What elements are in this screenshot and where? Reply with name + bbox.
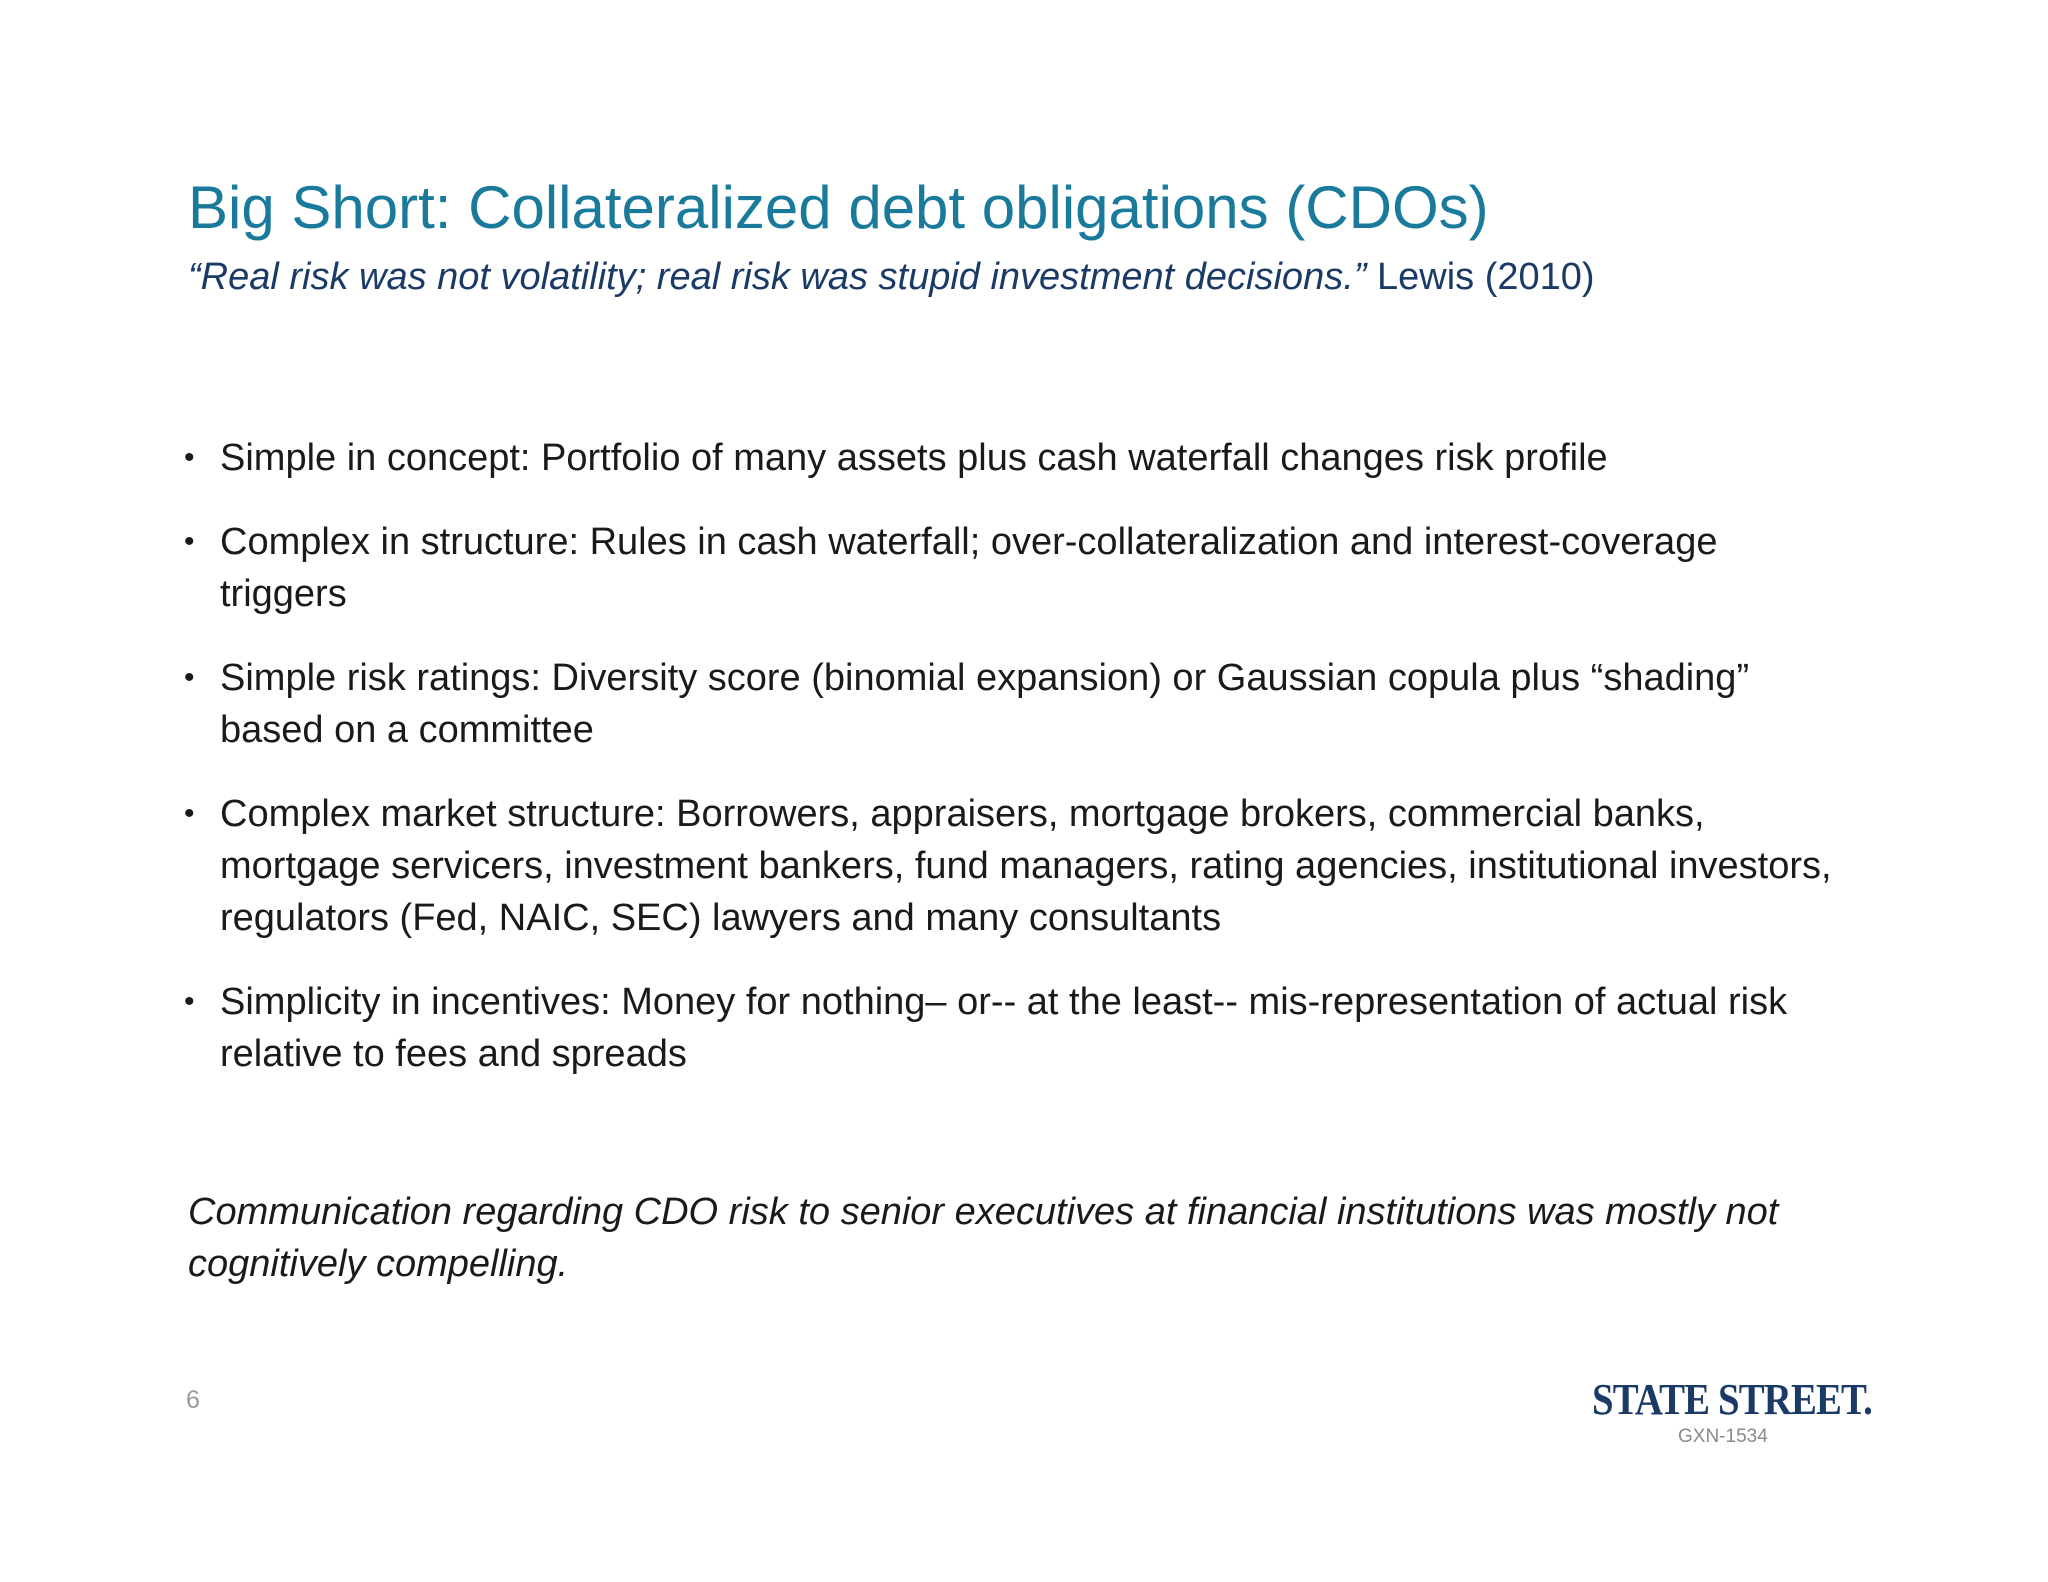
bullet-item	[180, 516, 1860, 620]
conclusion-text: Communication regarding CDO risk to senior executives at financial institutions was mostly not cognitively compelling.	[188, 1191, 1779, 1285]
bullet-marker: •	[184, 661, 195, 694]
bullet-list	[180, 432, 1860, 1112]
bullet-item	[180, 432, 1860, 484]
bullet-marker: •	[184, 525, 195, 558]
bullet-text: Complex market structure: Borrowers, appraisers, mortgage brokers, commercial banks, mortgage servicers, investment bankers, fund managers, rating agencies, institutional investors, regulators (Fed, NAIC, SEC) lawyers and many consultants	[220, 793, 1832, 939]
bullet-marker: •	[184, 797, 195, 830]
quote-source: Lewis (2010)	[1376, 256, 1595, 298]
bullet-text: Simple in concept: Portfolio of many assets plus cash waterfall changes risk profile	[220, 437, 1608, 479]
bullet-item	[180, 652, 1860, 756]
quote-text: “Real risk was not volatility; real risk was stupid investment decisions.”	[188, 256, 1367, 298]
slide-title: Big Short: Collateralized debt obligations (CDOs)	[188, 174, 1489, 241]
bullet-marker: •	[184, 985, 195, 1018]
bullet-marker: •	[184, 441, 195, 474]
page-number: 6	[186, 1386, 200, 1414]
bullet-text: Simple risk ratings: Diversity score (binomial expansion) or Gaussian copula plus “shading” based on a committee	[220, 657, 1750, 751]
document-code: GXN-1534	[1678, 1426, 1768, 1447]
bullet-item	[180, 788, 1860, 944]
bullet-item	[180, 976, 1860, 1080]
quote	[188, 252, 1595, 302]
bullet-text: Complex in structure: Rules in cash waterfall; over-collateralization and interest-coverage triggers	[220, 521, 1718, 615]
bullet-text: Simplicity in incentives: Money for nothing– or-- at the least-- mis-representation of actual risk relative to fees and spreads	[220, 981, 1788, 1075]
state-street-logo	[1588, 1366, 1878, 1426]
logo-wordmark: STATE STREET.	[1592, 1375, 1872, 1424]
